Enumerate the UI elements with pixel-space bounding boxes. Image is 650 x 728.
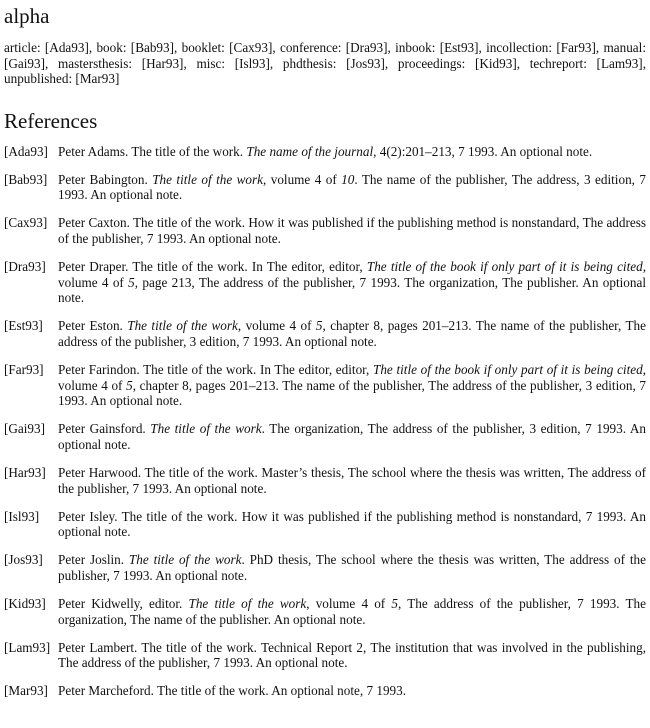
reference-italic-segment: The title of the book if only part of it is being cited (366, 258, 643, 274)
reference-text (58, 362, 646, 409)
reference-text (58, 640, 646, 671)
reference-entry (4, 172, 646, 203)
reference-italic-segment: 5 (315, 318, 323, 334)
reference-entry (4, 362, 646, 409)
reference-segment: , volume 4 of (58, 361, 646, 393)
reference-segment: , volume 4 of (237, 318, 316, 334)
reference-list (4, 144, 646, 699)
reference-italic-segment: 10 (341, 171, 355, 187)
reference-entry (4, 465, 646, 496)
reference-entry (4, 509, 646, 540)
reference-italic-segment: The name of the journal (246, 143, 374, 159)
reference-label: [Far93] (4, 361, 44, 377)
reference-italic-segment: The title of the work (188, 595, 307, 611)
reference-italic-segment: The title of the work (127, 318, 238, 334)
reference-italic-segment: The title of the work (128, 552, 242, 568)
reference-label: [Gai93] (4, 421, 46, 437)
reference-segment: , page 213, The address of the publisher, 7 1993. The organization, The publisher. An optional note. (58, 274, 646, 306)
reference-text (58, 465, 646, 496)
reference-segment: Peter Isley. The title of the work. How it was published if the publishing method is nonstandard, 7 1993. An optional note. (58, 508, 646, 540)
reference-label: [Jos93] (4, 552, 43, 568)
reference-segment: , The address of the publisher, 7 1993. The organization, The name of the publisher. An optional note. (58, 595, 646, 627)
reference-text (58, 172, 646, 203)
citation-key-summary: article: [Ada93], book: [Bab93], booklet: [Cax93], conference: [Dra93], inbook: [Est93], incollection: [Far93], manual: [Gai93], mastersthesis: [Har93], misc: [Isl93], phdthesis: [Jos93], proceedings: [Kid93], techreport: [Lam93], unpublished: [Mar93] (4, 40, 646, 86)
reference-text (58, 683, 646, 699)
reference-label: [Dra93] (4, 258, 46, 274)
reference-text (58, 596, 646, 627)
reference-segment: Peter Draper. The title of the work. In The editor, editor, (58, 258, 367, 274)
reference-segment: , volume 4 of (263, 171, 342, 187)
reference-italic-segment: The title of the work (150, 421, 262, 437)
document-page (4, 0, 646, 711)
reference-segment: Peter Lambert. The title of the work. Technical Report 2, The institution that was involved in the publishing, The address of the publisher, 7 1993. An optional note. (58, 639, 646, 671)
reference-text (58, 259, 646, 306)
reference-italic-segment: 5 (391, 595, 398, 611)
reference-segment: . The name of the publisher, The address, 3 edition, 7 1993. An optional note. (58, 171, 646, 203)
reference-italic-segment: 5 (128, 274, 135, 290)
reference-italic-segment: The title of the work (152, 171, 263, 187)
reference-label: [Mar93] (4, 683, 48, 699)
reference-label: [Est93] (4, 318, 43, 334)
reference-text (58, 318, 646, 349)
reference-label: [Ada93] (4, 143, 48, 159)
reference-segment: Peter Marcheford. The title of the work. An optional note, 7 1993. (58, 683, 407, 699)
reference-segment: Peter Adams. The title of the work. (58, 143, 247, 159)
reference-text (58, 144, 646, 160)
reference-entry (4, 640, 646, 671)
reference-label: [Har93] (4, 464, 46, 480)
reference-entry (4, 259, 646, 306)
reference-label: [Bab93] (4, 171, 48, 187)
references-heading: References (4, 108, 98, 133)
reference-text (58, 552, 646, 583)
reference-italic-segment: 5 (126, 377, 133, 393)
reference-segment: Peter Gainsford. (58, 421, 151, 437)
reference-entry (4, 215, 646, 246)
reference-label: [Isl93] (4, 508, 40, 524)
reference-entry (4, 596, 646, 627)
reference-entry (4, 318, 646, 349)
reference-text (58, 215, 646, 246)
reference-text (58, 509, 646, 540)
reference-entry (4, 421, 646, 452)
reference-segment: Peter Joslin. (58, 552, 129, 568)
reference-segment: Peter Farindon. The title of the work. In The editor, editor, (58, 361, 373, 377)
reference-label: [Cax93] (4, 215, 48, 231)
reference-segment: . PhD thesis, The school where the thesis was written, The address of the publisher, 7 1993. An optional note. (58, 552, 646, 583)
style-title: alpha (4, 4, 50, 28)
reference-entry (4, 144, 646, 160)
reference-segment: , chapter 8, pages 201–213. The name of the publisher, The address of the publisher, 3 edition, 7 1993. An optional note. (58, 377, 646, 409)
reference-label: [Kid93] (4, 595, 46, 611)
reference-text (58, 421, 646, 452)
reference-segment: , volume 4 of (306, 595, 392, 611)
reference-segment: Peter Kidwelly, editor. (58, 595, 189, 611)
reference-label: [Lam93] (4, 639, 51, 655)
reference-segment: Peter Eston. (58, 318, 128, 334)
reference-segment: , 4(2):201–213, 7 1993. An optional note. (373, 143, 593, 159)
reference-segment: , chapter 8, pages 201–213. The name of the publisher, The address of the publisher, 3 edition, 7 1993. An optional note. (58, 318, 646, 349)
reference-entry (4, 683, 646, 699)
reference-segment: , volume 4 of (58, 258, 646, 290)
reference-italic-segment: The title of the book if only part of it is being cited (373, 361, 643, 377)
reference-entry (4, 552, 646, 583)
reference-segment: . The organization, The address of the publisher, 3 edition, 7 1993. An optional note. (58, 421, 646, 452)
reference-segment: Peter Harwood. The title of the work. Master’s thesis, The school where the thesis was written, The address of the publisher, 7 1993. An optional note. (58, 464, 646, 496)
reference-segment: Peter Caxton. The title of the work. How it was published if the publishing method is nonstandard, The address of the publisher, 7 1993. An optional note. (58, 215, 646, 246)
reference-segment: Peter Babington. (58, 171, 153, 187)
